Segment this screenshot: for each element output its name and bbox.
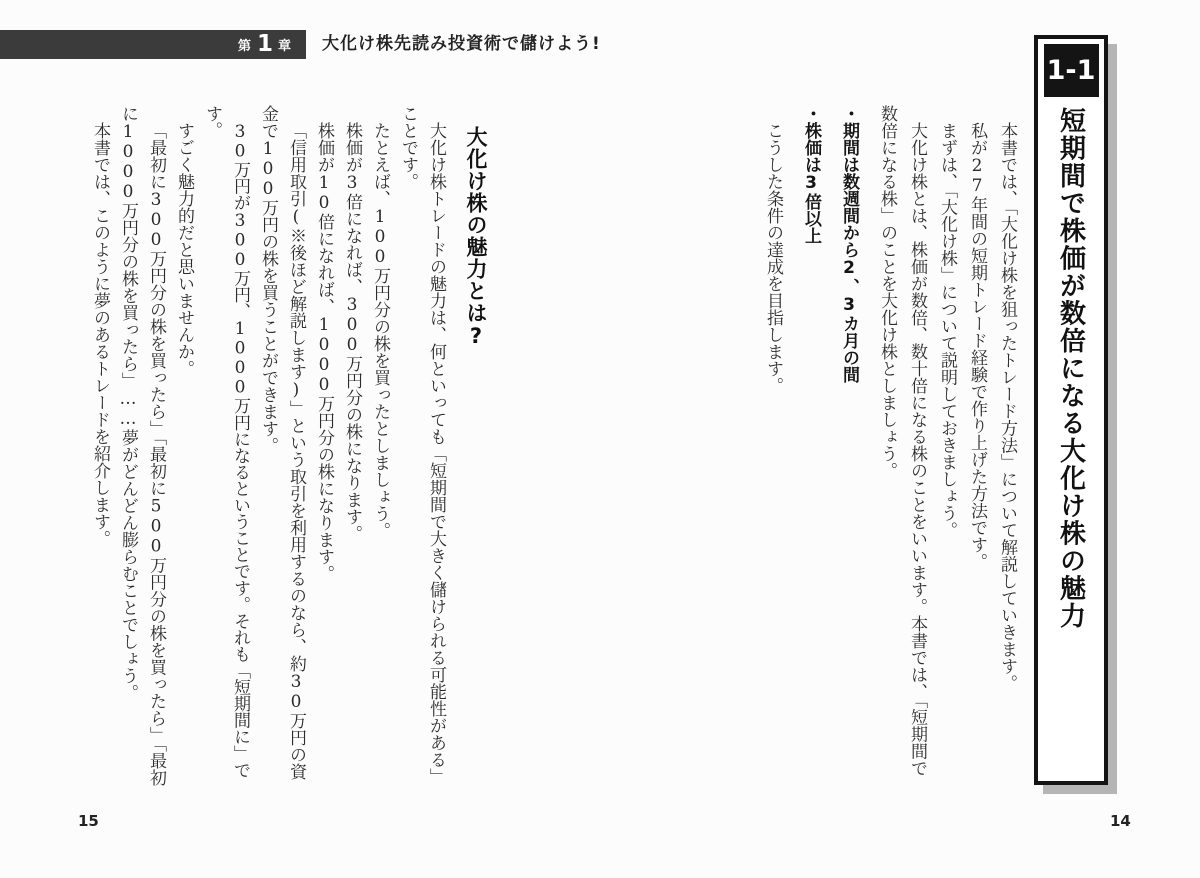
paragraph: 「最初に300万円分の株を買ったら」「最初に500万円分の株を買ったら」「最初に1000万円分の株を買ったら」……夢がどんどん膨らむことでしょう。 (118, 105, 166, 786)
paragraph: すごく魅力的だと思いませんか。 (174, 122, 194, 377)
section-title-box (1034, 35, 1108, 785)
paragraph: こうした条件の達成を目指します。 (763, 122, 783, 394)
section-title: 短期間で株価が数倍になる大化け株の魅力 (1055, 107, 1086, 630)
paragraph: 私が27年間の短期トレード経験で作り上げた方法です。 (967, 122, 987, 570)
page-number-left: 15 (78, 812, 99, 830)
paragraph: 大化け株トレードの魅力は、何といっても「短期間で大きく儲けられる可能性がある」ことです。 (398, 105, 446, 785)
page-number-right: 14 (1110, 812, 1131, 830)
section-number-badge: 1-1 (1044, 44, 1099, 97)
page-14-text (748, 105, 1022, 787)
bullet-item: ・株価は3倍以上 (801, 105, 821, 244)
paragraph: 株価が3倍になれば、300万円分の株になります。 (342, 122, 362, 542)
paragraph: 30万円が300万円、1000万円になるということです。それも「短期間に」です。 (202, 105, 250, 778)
paragraph: 本書では、「大化け株を狙ったトレード方法」について解説していきます。 (997, 122, 1017, 692)
page-15-text (90, 105, 490, 787)
paragraph: 大化け株とは、株価が数倍、数十倍になる株のことをいいます。本書では、「短期間で数倍になる株」のことを大化け株としましょう。 (877, 105, 927, 777)
bullet-item: ・期間は数週間から2、3カ月の間 (839, 105, 859, 383)
paragraph: 本書では、このように夢のあるトレードを紹介します。 (90, 122, 110, 547)
chapter-title: 大化け株先読み投資術で儲けよう! (322, 34, 601, 54)
chapter-bar (0, 30, 306, 59)
paragraph: たとえば、100万円分の株を買ったとしましょう。 (370, 122, 390, 539)
section-subheading: 大化け株の魅力とは? (464, 126, 488, 349)
paragraph: まずは、「大化け株」について説明しておきましょう。 (937, 122, 957, 539)
paragraph: 「信用取引(※後ほど解説します)」という取引を利用するのなら、約30万円の資金で100万円の株を買うことができます。 (258, 105, 306, 780)
chapter-prefix: 第 (237, 39, 252, 54)
chapter-suffix: 章 (277, 39, 292, 54)
chapter-number: 1 (256, 31, 273, 57)
paragraph: 株価が10倍になれば、1000万円分の株になります。 (314, 122, 334, 582)
